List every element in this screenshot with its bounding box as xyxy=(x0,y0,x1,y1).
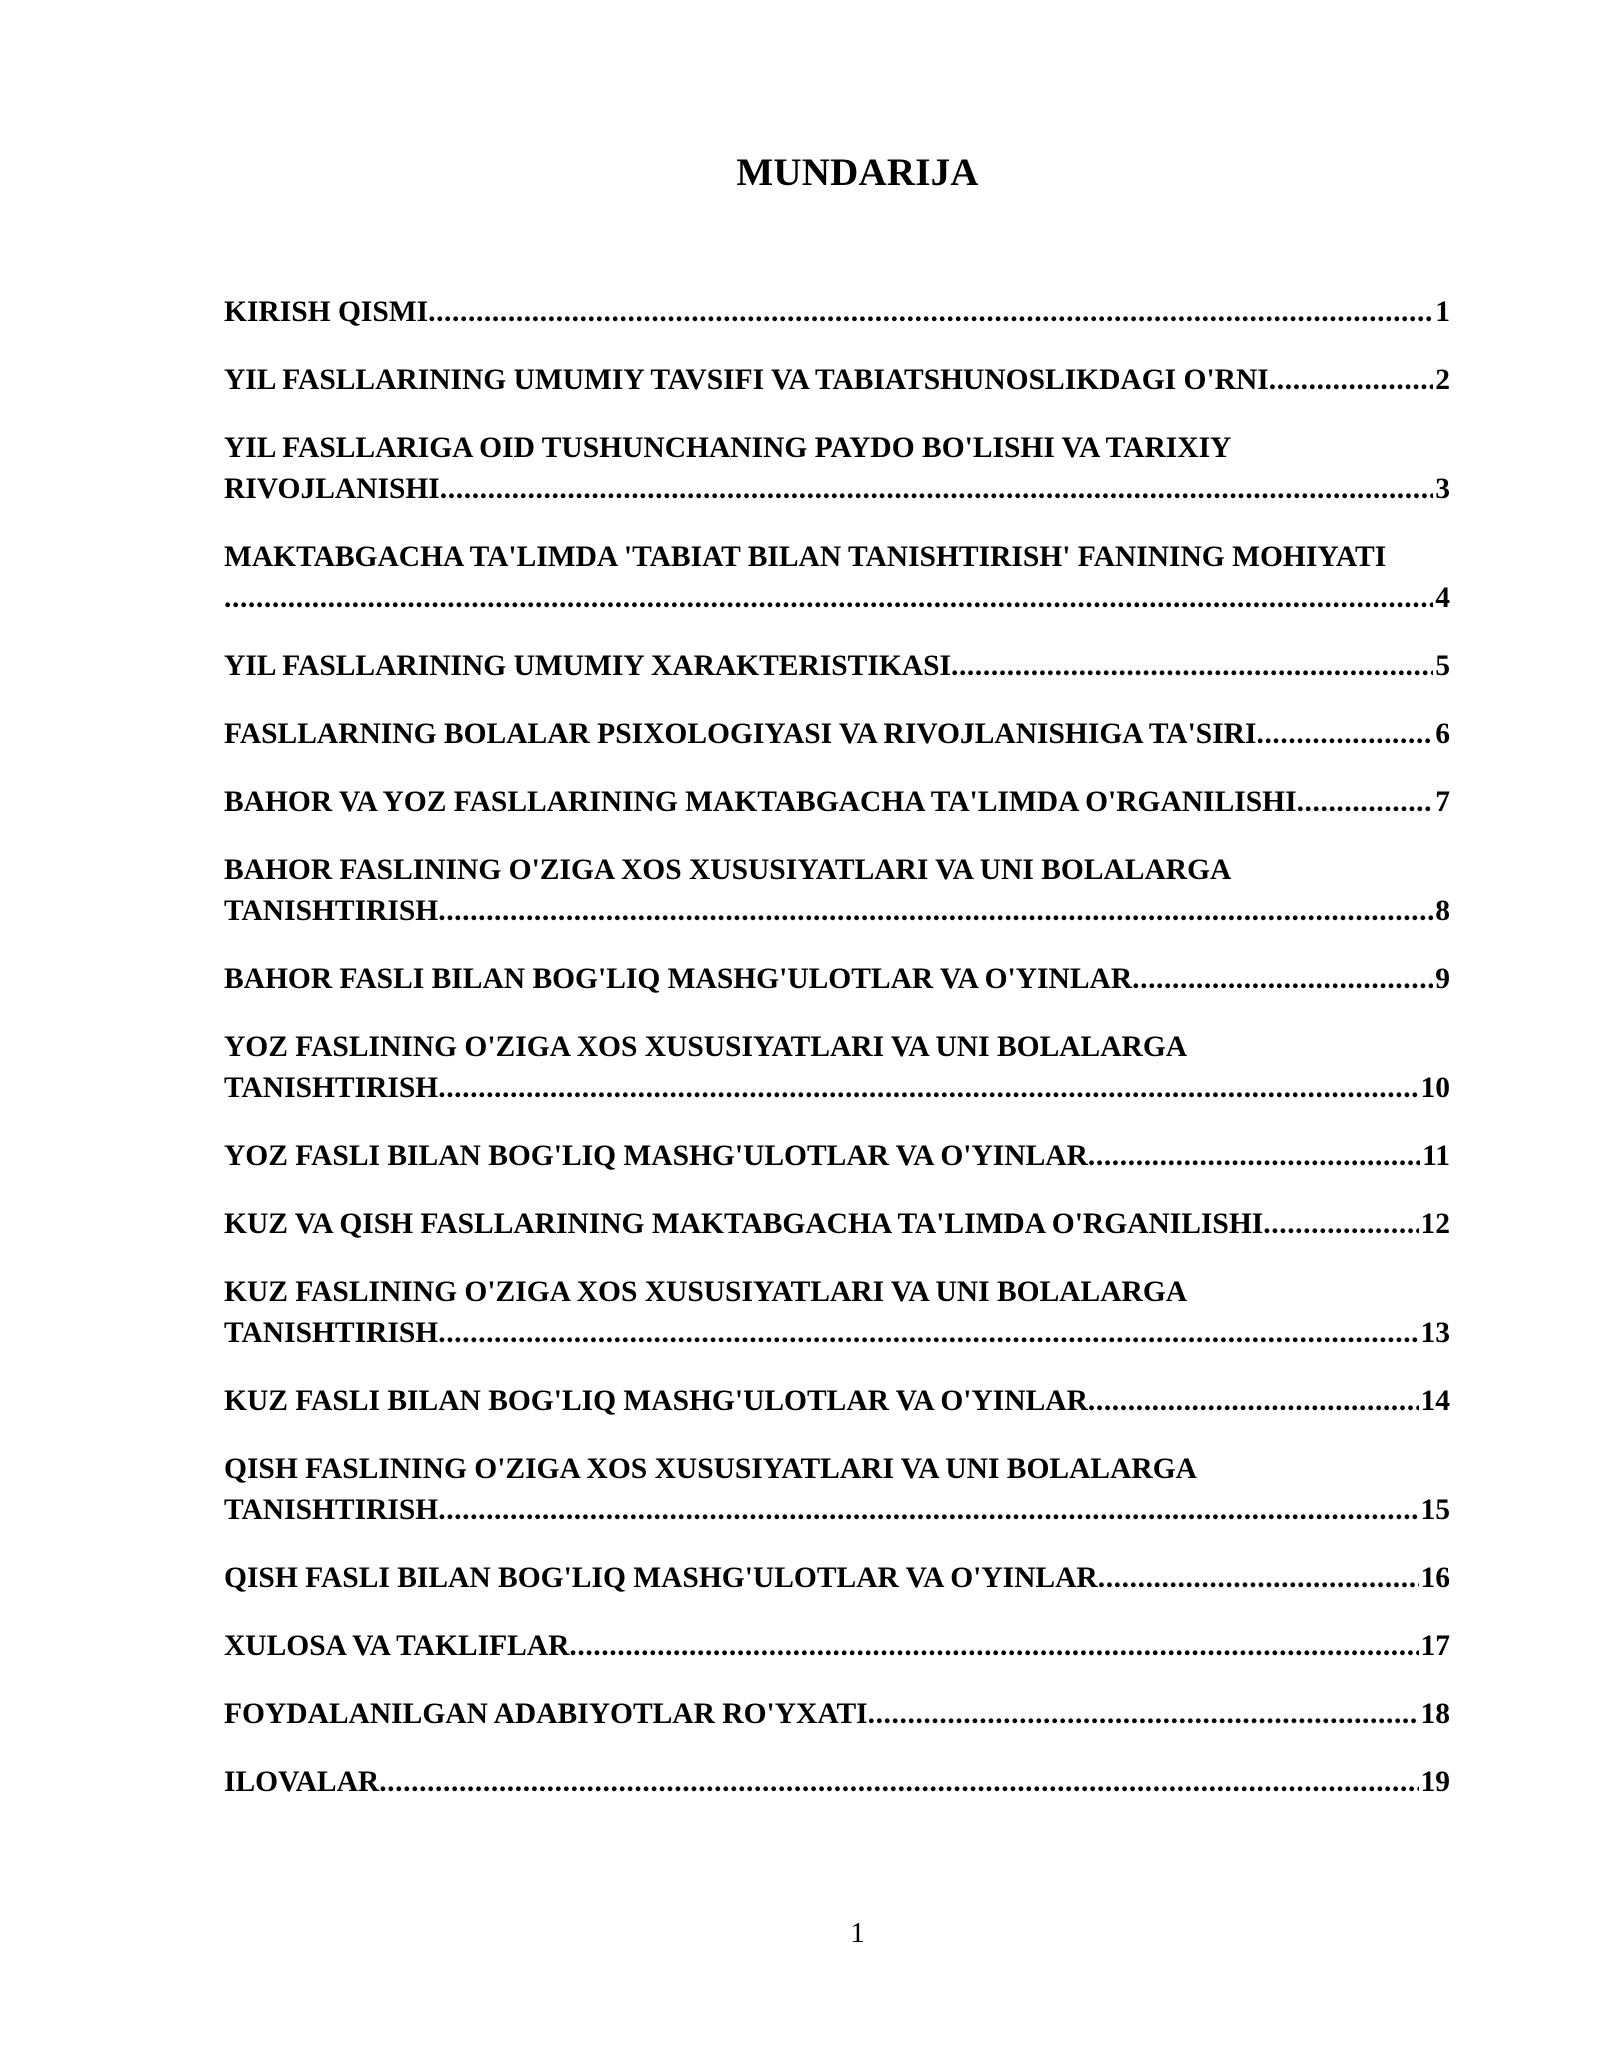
toc-entry[interactable] xyxy=(224,1027,1450,1109)
toc-page-number: 15 xyxy=(1420,1494,1450,1526)
toc-entry-leader-line xyxy=(224,782,1450,823)
toc-entry[interactable] xyxy=(224,1694,1450,1735)
toc-entry-title-line: QISH FASLINING O'ZIGA XOS XUSUSIYATLARI VA UNI BOLALARGA xyxy=(224,1453,1197,1485)
toc-entry[interactable] xyxy=(224,1626,1450,1667)
dot-leader xyxy=(438,1068,1418,1109)
page-title: MUNDARIJA xyxy=(736,151,979,194)
toc-entry-leader-line xyxy=(224,891,1450,932)
toc-page-number: 9 xyxy=(1435,963,1450,995)
toc-page-number: 18 xyxy=(1420,1698,1450,1730)
dot-leader xyxy=(951,646,1433,687)
toc-entry-title: FASLLARNING BOLALAR PSIXOLOGIYASI VA RIVOJLANISHIGA TA'SIRI xyxy=(224,718,1257,750)
toc-page-number: 13 xyxy=(1420,1317,1450,1349)
dot-leader xyxy=(438,891,1433,932)
toc-entry-leader-line xyxy=(224,1136,1450,1177)
toc-entry[interactable] xyxy=(224,850,1450,932)
toc-page-number: 10 xyxy=(1420,1072,1450,1104)
dot-leader xyxy=(1256,714,1433,755)
dot-leader xyxy=(438,1313,1418,1354)
toc-entry-title: BAHOR VA YOZ FASLLARINING MAKTABGACHA TA'LIMDA O'RGANILISHI xyxy=(224,786,1297,818)
toc-page-number: 11 xyxy=(1422,1140,1450,1172)
toc-page-number: 6 xyxy=(1435,718,1450,750)
toc-entry-title: KUZ VA QISH FASLLARINING MAKTABGACHA TA'LIMDA O'RGANILISHI xyxy=(224,1208,1264,1240)
toc-entry-title: YIL FASLLARINING UMUMIY XARAKTERISTIKASI xyxy=(224,650,951,682)
toc-entry-leader-line xyxy=(224,1558,1450,1599)
dot-leader xyxy=(1269,360,1433,401)
table-of-contents xyxy=(224,292,1450,1830)
toc-page-number: 7 xyxy=(1435,786,1450,818)
dot-leader xyxy=(1263,1204,1418,1245)
toc-entry[interactable] xyxy=(224,1272,1450,1354)
toc-page-number: 14 xyxy=(1420,1385,1450,1417)
toc-entry-title: TANISHTIRISH xyxy=(224,1494,439,1526)
toc-entry[interactable] xyxy=(224,959,1450,1000)
dot-leader xyxy=(1297,782,1434,823)
toc-page-number: 1 xyxy=(1435,296,1450,328)
toc-entry-leader-line xyxy=(224,1068,1450,1109)
dot-leader xyxy=(1088,1136,1420,1177)
dot-leader xyxy=(1132,959,1433,1000)
toc-entry-title: ILOVALAR xyxy=(224,1766,380,1798)
toc-entry-leader-line xyxy=(224,714,1450,755)
toc-page-number: 5 xyxy=(1435,650,1450,682)
toc-page-number: 4 xyxy=(1435,582,1450,614)
toc-entry[interactable] xyxy=(224,360,1450,401)
toc-page-number: 19 xyxy=(1420,1766,1450,1798)
toc-entry-title-line: YIL FASLLARIGA OID TUSHUNCHANING PAYDO BO'LISHI VA TARIXIY xyxy=(224,432,1232,464)
page-number: 1 xyxy=(850,1917,865,1949)
toc-entry-leader-line xyxy=(224,292,1450,333)
dot-leader xyxy=(440,469,1433,510)
toc-page-number: 3 xyxy=(1435,473,1450,505)
dot-leader xyxy=(1098,1558,1419,1599)
toc-entry-title-line: BAHOR FASLINING O'ZIGA XOS XUSUSIYATLARI VA UNI BOLALARGA xyxy=(224,854,1232,886)
toc-entry-title-line: YOZ FASLINING O'ZIGA XOS XUSUSIYATLARI VA UNI BOLALARGA xyxy=(224,1031,1188,1063)
toc-entry-title: TANISHTIRISH xyxy=(224,1072,439,1104)
toc-page-number: 16 xyxy=(1420,1562,1450,1594)
toc-entry[interactable] xyxy=(224,646,1450,687)
toc-page-number: 2 xyxy=(1435,364,1450,396)
toc-entry-title: TANISHTIRISH xyxy=(224,895,439,927)
toc-entry-title: QISH FASLI BILAN BOG'LIQ MASHG'ULOTLAR VA O'YINLAR xyxy=(224,1562,1098,1594)
dot-leader xyxy=(224,578,1433,619)
toc-entry-title-line: KUZ FASLINING O'ZIGA XOS XUSUSIYATLARI VA UNI BOLALARGA xyxy=(224,1276,1188,1308)
toc-entry-title: RIVOJLANISHI xyxy=(224,473,440,505)
toc-page-number: 12 xyxy=(1420,1208,1450,1240)
toc-entry-title: TANISHTIRISH xyxy=(224,1317,439,1349)
toc-page-number: 8 xyxy=(1435,895,1450,927)
toc-entry[interactable] xyxy=(224,1204,1450,1245)
toc-page-number: 17 xyxy=(1420,1630,1450,1662)
toc-entry-leader-line xyxy=(224,1381,1450,1422)
toc-entry-leader-line xyxy=(224,1694,1450,1735)
toc-entry[interactable] xyxy=(224,292,1450,333)
toc-entry[interactable] xyxy=(224,1762,1450,1803)
toc-entry-title: XULOSA VA TAKLIFLAR xyxy=(224,1630,570,1662)
toc-entry[interactable] xyxy=(224,1558,1450,1599)
toc-entry-leader-line xyxy=(224,578,1450,619)
toc-entry-title: YIL FASLLARINING UMUMIY TAVSIFI VA TABIATSHUNOSLIKDAGI O'RNI xyxy=(224,364,1269,396)
toc-entry-title: BAHOR FASLI BILAN BOG'LIQ MASHG'ULOTLAR VA O'YINLAR xyxy=(224,963,1133,995)
toc-entry-leader-line xyxy=(224,1313,1450,1354)
dot-leader xyxy=(1088,1381,1419,1422)
toc-entry-title: KUZ FASLI BILAN BOG'LIQ MASHG'ULOTLAR VA O'YINLAR xyxy=(224,1385,1088,1417)
toc-entry[interactable] xyxy=(224,1381,1450,1422)
dot-leader xyxy=(569,1626,1418,1667)
toc-entry-leader-line xyxy=(224,646,1450,687)
dot-leader xyxy=(379,1762,1418,1803)
toc-entry-leader-line xyxy=(224,1490,1450,1531)
toc-entry-leader-line xyxy=(224,1626,1450,1667)
toc-entry-leader-line xyxy=(224,959,1450,1000)
toc-entry[interactable] xyxy=(224,1136,1450,1177)
toc-entry-leader-line xyxy=(224,469,1450,510)
toc-entry[interactable] xyxy=(224,537,1450,619)
toc-entry-title-line: MAKTABGACHA TA'LIMDA 'TABIAT BILAN TANISHTIRISH' FANINING MOHIYATI xyxy=(224,541,1387,573)
toc-entry-leader-line xyxy=(224,360,1450,401)
toc-entry-leader-line xyxy=(224,1762,1450,1803)
toc-entry[interactable] xyxy=(224,782,1450,823)
dot-leader xyxy=(428,292,1433,333)
toc-entry-title: KIRISH QISMI xyxy=(224,296,429,328)
toc-entry-title: YOZ FASLI BILAN BOG'LIQ MASHG'ULOTLAR VA O'YINLAR xyxy=(224,1140,1088,1172)
toc-entry-title: FOYDALANILGAN ADABIYOTLAR RO'YXATI xyxy=(224,1698,868,1730)
toc-entry-leader-line xyxy=(224,1204,1450,1245)
toc-entry[interactable] xyxy=(224,428,1450,510)
toc-entry[interactable] xyxy=(224,1449,1450,1531)
dot-leader xyxy=(868,1694,1419,1735)
toc-entry[interactable] xyxy=(224,714,1450,755)
dot-leader xyxy=(438,1490,1418,1531)
